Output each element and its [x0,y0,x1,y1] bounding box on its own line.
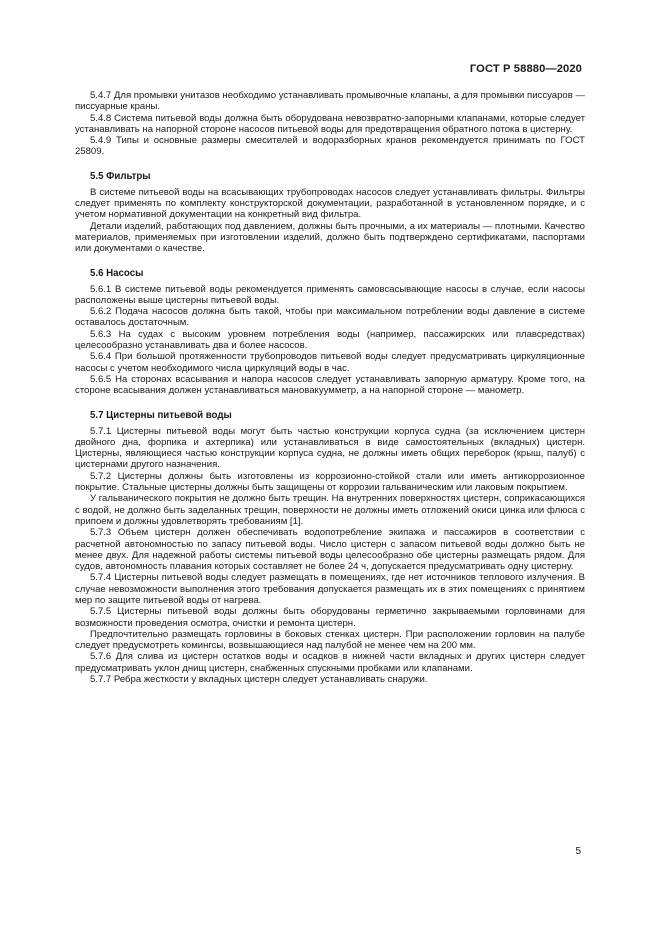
paragraph: Предпочтительно размещать горловины в боковых стенках цистерн. При расположении горловин на палубе следует предусмотреть комингсы, возвышающиеся над палубой не менее чем на 200 мм. [75,628,585,652]
paragraph: 5.6.2 Подача насосов должна быть такой, чтобы при максимальном потреблении воды давление в системе оставалось достаточным. [75,306,585,329]
document-body [75,90,585,685]
paragraph: 5.7.6 Для слива из цистерн остатков воды и осадков в нижней части вкладных и других цистерн следует предусматривать уклон днищ цистерн, снабженных спускными пробками или клапанами. [75,651,585,674]
paragraph: 5.6.5 На сторонах всасывания и напора насосов следует устанавливать запорную арматуру. Кроме того, на стороне всасывания должен устанавливаться мановакуумметр, а на напорной стороне — манометр. [75,373,585,397]
document-standard-number: ГОСТ Р 58880—2020 [469,63,582,75]
paragraph: 5.7.2 Цистерны должны быть изготовлены из коррозионно-стойкой стали или иметь антикоррозионное покрытие. Стальные цистерны должны быть защищены от коррозии гальваническим или лаковым покрытием. [75,470,585,494]
section-heading: 5.6 Насосы [90,267,144,279]
paragraph: 5.7.5 Цистерны питьевой воды должны быть оборудованы герметично закрываемыми горловинами для возможности проведения осмотра, очистки и ремонта цистерн. [75,606,585,629]
paragraph: 5.7.4 Цистерны питьевой воды следует размещать в помещениях, где нет источников теплового излучения. В случае невозможности выполнения этого требования допускается размещать их в этих помещениях с принятием мер по защите питьевой воды от нагрева. [75,572,585,606]
paragraph: Детали изделий, работающих под давлением, должны быть прочными, а их материалы — плотными. Качество материалов, применяемых при изготовлении изделий, должно быть подтверждено сертификатами, паспортами или документами о качестве. [75,220,585,255]
paragraph: 5.7.3 Объем цистерн должен обеспечивать водопотребление экипажа и пассажиров в соответствии с расчетной автономностью по запасу питьевой воды. Число цистерн с запасом питьевой воды должно быть не менее двух. Для надежной работы системы питьевой воды целесообразно обе цистерны размещать рядом. Для судов, автономность плавания которых составляет не более 24 ч, допускается предусматривать одну цистерну. [75,527,585,573]
paragraph: В системе питьевой воды на всасывающих трубопроводах насосов следует устанавливать фильтры. Фильтры следует применять по комплекту конструкторской документации, разработанной в установленном порядке, и с учетом нормативной документации на конкретный вид фильтра. [75,186,585,221]
paragraph: 5.6.4 При большой протяженности трубопроводов питьевой воды следует предусматривать циркуляционные насосы с учетом необходимого числа циркуляций воды в час. [75,351,585,374]
section-heading: 5.7 Цистерны питьевой воды [90,409,232,421]
paragraph: 5.4.7 Для промывки унитазов необходимо устанавливать промывочные клапаны, а для промывки писсуаров — писсуарные краны. [75,90,585,113]
paragraph: 5.6.3 На судах с высоким уровнем потребления воды (например, пассажирских или плавсредствах) целесообразно устанавливать два и более насосов. [75,328,585,352]
paragraph: У гальванического покрытия не должно быть трещин. На внутренних поверхностях цистерн, соприкасающихся с водой, не должно быть заделанных трещин, поверхности не должны иметь отложений окиси цинка или флюса с припоем и должны удовлетворять требованиям [1]. [75,493,585,527]
paragraph: 5.4.8 Система питьевой воды должна быть оборудована невозвратно-запорными клапанами, которые следует устанавливать на напорной стороне насосов питьевой воды для предотвращения обратного потока в цистерну. [75,112,585,135]
paragraph: 5.7.7 Ребра жесткости у вкладных цистерн следует устанавливать снаружи. [90,674,428,686]
paragraph: 5.6.1 В системе питьевой воды рекомендуется применять самовсасывающие насосы в случае, если насосы расположены выше цистерны питьевой воды. [75,283,585,306]
paragraph: 5.7.1 Цистерны питьевой воды могут быть частью конструкции корпуса судна (за исключением цистерн двойного дна, форпика и ахтерпика) или устанавливаться в виде самостоятельных (вкладных) цистерн. Цистерны, являющиеся частью конструкции корпуса судна, не должны иметь общих переборок (крыш, палуб) с цистернами другого назначения. [75,425,585,471]
paragraph: 5.4.9 Типы и основные размеры смесителей и водоразборных кранов рекомендуется принимать по ГОСТ 25809. [75,135,585,158]
section-heading: 5.5 Фильтры [90,170,151,182]
page-number: 5 [575,846,581,857]
